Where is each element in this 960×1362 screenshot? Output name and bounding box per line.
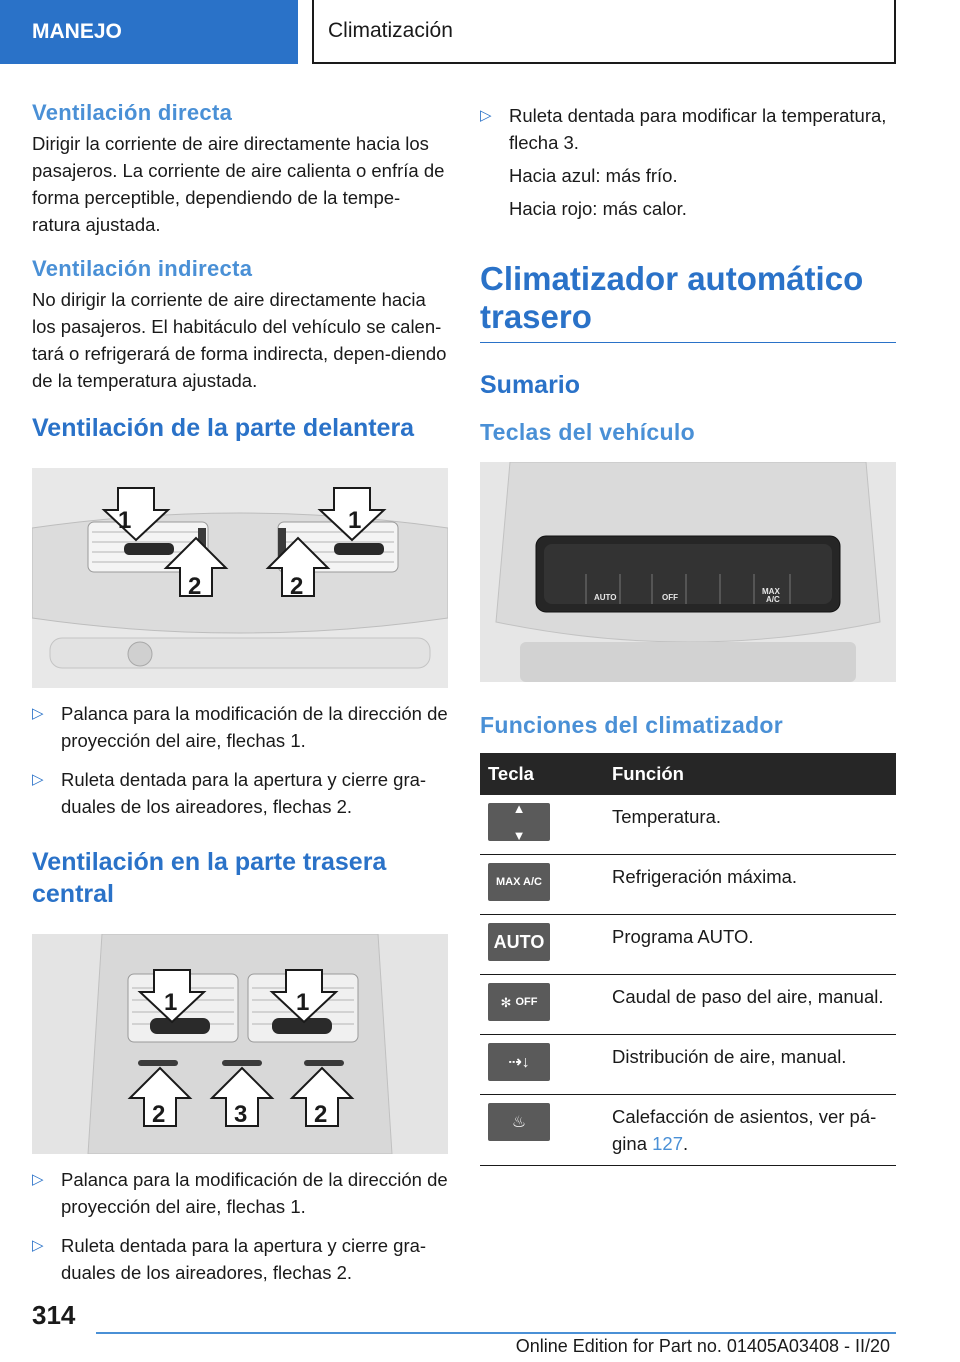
column-funcion: Función [604, 753, 896, 795]
max-ac-key-icon: MAX A/C [488, 863, 550, 901]
seat-heating-key-icon: ♨ [488, 1103, 550, 1141]
panel-ac-label: A/C [766, 595, 780, 604]
table-row [480, 915, 896, 975]
table-header-row [480, 753, 896, 795]
triangle-bullet-icon: ▷ [32, 1171, 44, 1188]
list-item-text: Palanca para la modificación de la dirección de proyección del aire, flechas 1. [61, 703, 448, 751]
front-label-2a: 2 [188, 573, 202, 600]
rear-label-2a: 2 [152, 1101, 166, 1128]
function-text: Programa AUTO. [604, 915, 896, 975]
triangle-bullet-icon: ▷ [32, 705, 44, 722]
front-label-1a: 1 [118, 507, 132, 534]
footer-divider [96, 1332, 896, 1334]
table-row [480, 1035, 896, 1095]
right-column [480, 100, 896, 1166]
fan-off-key-icon: ✻ OFF [488, 983, 550, 1021]
front-list [32, 700, 448, 820]
left-column [32, 100, 448, 1298]
function-text-tail: . [683, 1133, 689, 1154]
list-item [480, 102, 896, 156]
front-label-2b: 2 [290, 573, 304, 600]
table-row [480, 1095, 896, 1166]
fan-off-label: OFF [515, 995, 538, 1008]
auto-key-icon: AUTO [488, 923, 550, 961]
functions-table [480, 753, 896, 1166]
temperature-list [480, 102, 896, 156]
rear-vents-figure [32, 934, 448, 1154]
rear-label-3: 3 [234, 1101, 248, 1128]
header-section [0, 0, 298, 64]
front-vents-illustration [32, 468, 448, 688]
page-number: 314 [32, 1300, 76, 1330]
function-text: Temperatura. [604, 795, 896, 855]
paragraph-direct: Dirigir la corriente de aire directamente hacia los pasajeros. La corriente de aire calienta o enfría de forma perceptible, dependiendo de la tempe-ratura ajustada. [32, 133, 445, 235]
function-text: Caudal de paso del aire, manual. [604, 975, 896, 1035]
heading-rear-ventilation: Ventilación en la parte trasera central [32, 848, 387, 908]
list-item-text: Ruleta dentada para modificar la temperatura, flecha 3. [509, 105, 887, 153]
table-row [480, 795, 896, 855]
column-tecla: Tecla [480, 753, 604, 795]
function-text: Refrigeración máxima. [604, 855, 896, 915]
header-topic-label: Climatización [328, 19, 453, 42]
list-item-text: Ruleta dentada para la apertura y cierre gra-duales de los aireadores, flechas 2. [61, 769, 427, 817]
panel-max-label: MAX [762, 587, 780, 596]
function-text: Distribución de aire, manual. [604, 1035, 896, 1095]
heading-teclas: Teclas del vehículo [480, 419, 695, 445]
triangle-bullet-icon: ▷ [32, 1237, 44, 1254]
header-topic [312, 0, 896, 64]
rear-label-1a: 1 [164, 989, 178, 1016]
list-item [32, 700, 448, 754]
heading-front-ventilation: Ventilación de la parte delantera [32, 414, 415, 442]
list-item-text: Palanca para la modificación de la dirección de proyección del aire, flechas 1. [61, 1169, 448, 1217]
red-hint: Hacia rojo: más calor. [509, 198, 687, 219]
function-text-main: Calefacción de asientos, ver pá-gina [612, 1106, 877, 1154]
rear-vents-illustration [32, 934, 448, 1154]
heading-direct-ventilation: Ventilación directa [32, 100, 233, 125]
front-label-1b: 1 [348, 507, 362, 534]
panel-off-label: OFF [662, 593, 678, 602]
function-text [604, 1095, 896, 1166]
list-item-text: Ruleta dentada para la apertura y cierre gra-duales de los aireadores, flechas 2. [61, 1235, 427, 1283]
heading-indirect-ventilation: Ventilación indirecta [32, 256, 253, 281]
rear-label-1b: 1 [296, 989, 310, 1016]
rear-list [32, 1166, 448, 1286]
page-link[interactable]: 127 [652, 1133, 683, 1154]
air-distribution-key-icon: ⇢↓ [488, 1043, 550, 1081]
table-row [480, 975, 896, 1035]
chapter-title: Climatizador automático trasero [480, 260, 896, 343]
panel-auto-label: AUTO [594, 593, 617, 602]
triangle-bullet-icon: ▷ [480, 107, 492, 124]
table-row [480, 855, 896, 915]
heading-funciones: Funciones del climatizador [480, 712, 784, 738]
header-section-label: MANEJO [32, 20, 122, 43]
triangle-bullet-icon: ▷ [32, 771, 44, 788]
rear-panel-figure [480, 462, 896, 682]
list-item [32, 1232, 448, 1286]
heading-sumario: Sumario [480, 371, 581, 399]
rear-label-2b: 2 [314, 1101, 328, 1128]
front-vents-figure [32, 468, 448, 688]
paragraph-indirect: No dirigir la corriente de aire directamente hacia los pasajeros. El habitáculo del vehículo se calen-tará o refrigerará de forma indirecta, depen-diendo de la temperatura ajustada. [32, 289, 447, 391]
list-item [32, 766, 448, 820]
blue-hint: Hacia azul: más frío. [509, 165, 678, 186]
temperature-key-icon: ▲ ▼ [488, 803, 550, 841]
list-item [32, 1166, 448, 1220]
rear-climate-panel-illustration [480, 462, 896, 682]
footer-edition: Online Edition for Part no. 01405A03408 - II/20 [515, 1336, 890, 1356]
